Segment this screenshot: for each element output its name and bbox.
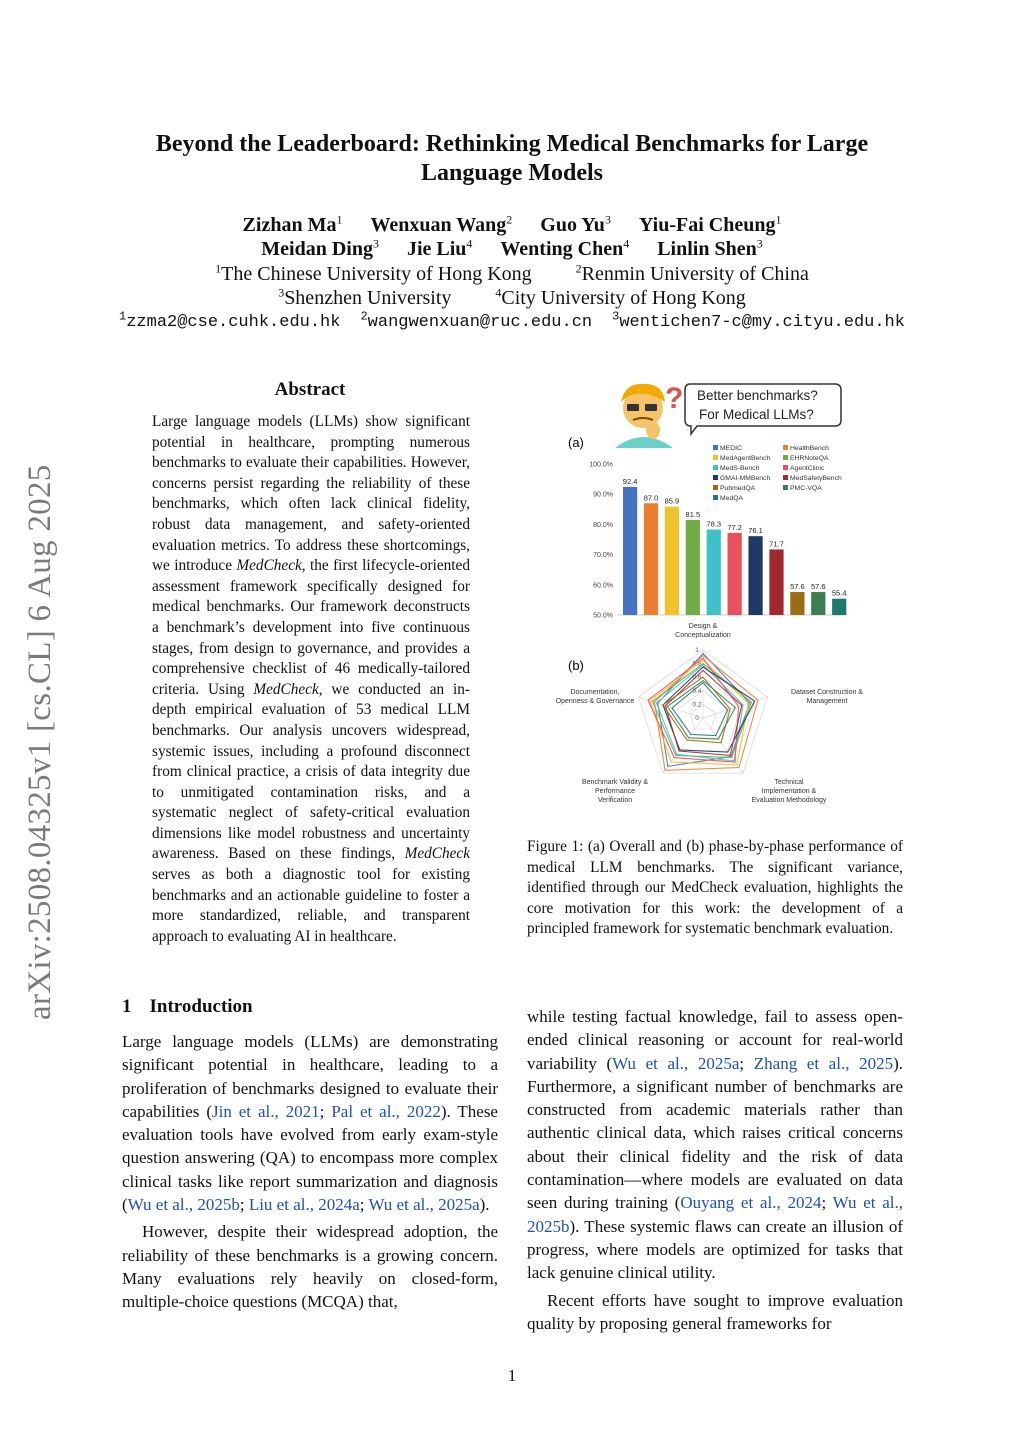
emphasis: MedCheck bbox=[236, 557, 302, 575]
superscript: 3 bbox=[756, 236, 763, 251]
radar-axis-label: Openness & Governance bbox=[555, 698, 635, 705]
author-text: Guo Yu bbox=[540, 214, 605, 236]
bar-value-label: 81.5 bbox=[685, 509, 701, 519]
email-text: zzma2@cse.cuhk.edu.hk bbox=[126, 313, 341, 332]
text-run: ; bbox=[239, 1195, 249, 1215]
bar-PMC-VQA bbox=[811, 592, 825, 615]
panel-a-label: (a) bbox=[568, 435, 584, 450]
legend-entry: HealthBench bbox=[790, 445, 829, 452]
affiliation bbox=[278, 287, 451, 309]
bar-HealthBench bbox=[644, 503, 658, 615]
citation-link[interactable]: Zhang et al., 2025 bbox=[753, 1053, 894, 1073]
y-tick-label: 100.0% bbox=[589, 461, 613, 469]
text-run: However, despite their widespread adoption, the reliability of these benchmarks is a growing concern. Many evaluations rely heavily on closed-form, multiple-choice questions (MCQA) that, bbox=[122, 1222, 498, 1312]
bar-value-label: 76.1 bbox=[748, 526, 763, 536]
radar-axis-label: Dataset Construction & bbox=[791, 689, 863, 696]
bar-MEDIC bbox=[623, 487, 637, 615]
emphasis: MedCheck bbox=[253, 680, 319, 698]
section-number: 1 bbox=[122, 996, 132, 1017]
legend-entry: GMAI-MMBench bbox=[720, 475, 771, 482]
emphasis: MedCheck bbox=[404, 845, 470, 863]
bar-MedSafetyBench bbox=[769, 549, 783, 615]
radar-scale-label: 0.8 bbox=[692, 660, 702, 668]
affiliation bbox=[215, 263, 532, 285]
authors-row-2 bbox=[80, 237, 944, 261]
author bbox=[540, 214, 611, 236]
citation-link[interactable]: Wu et al., 2025b bbox=[527, 1193, 904, 1236]
legend-swatch bbox=[783, 475, 788, 480]
figure-1 bbox=[555, 378, 885, 808]
email-text: wentichen7-c@my.cityu.edu.hk bbox=[619, 313, 905, 332]
legend-swatch bbox=[783, 465, 788, 470]
author bbox=[500, 238, 629, 260]
bar-value-label: 92.4 bbox=[622, 476, 638, 486]
citation-link[interactable]: Ouyang et al., 2024 bbox=[680, 1193, 822, 1213]
legend-entry: PubmedQA bbox=[720, 485, 756, 492]
citation-link[interactable]: Jin et al., 2021 bbox=[212, 1101, 320, 1121]
authors-row-1 bbox=[80, 213, 944, 237]
text-run: while testing factual knowledge, fail to assess open-ended clinical reasoning or account for real-world variability ( bbox=[527, 1007, 903, 1073]
introduction-heading bbox=[122, 996, 253, 1018]
radar-axis-label: Performance bbox=[594, 788, 636, 795]
radar-axis-label: Conceptualization bbox=[675, 632, 731, 639]
citation-link[interactable]: Wu et al., 2025b bbox=[127, 1195, 240, 1215]
radar-scale-label: 1 bbox=[695, 647, 699, 654]
bar-MedQA bbox=[832, 599, 846, 615]
panel-b-label: (b) bbox=[568, 658, 584, 673]
affiliation bbox=[495, 287, 745, 309]
superscript: 2 bbox=[575, 261, 582, 276]
author bbox=[407, 238, 472, 260]
right-paragraph-1 bbox=[527, 1005, 903, 1285]
author-text: Wenxuan Wang bbox=[370, 214, 507, 236]
email bbox=[612, 309, 905, 332]
text-run: ). These evaluation tools have evolved from early exam-style question answering (QA) to encompass more complex clinical tasks like report summarization and diagnosis ( bbox=[122, 1101, 498, 1215]
abstract-text bbox=[152, 412, 470, 947]
superscript: 3 bbox=[278, 285, 285, 300]
legend-entry: MedQA bbox=[720, 495, 744, 502]
author-text: Zizhan Ma bbox=[242, 214, 337, 236]
right-column-body bbox=[527, 1005, 903, 1335]
legend-swatch bbox=[713, 465, 718, 470]
email bbox=[119, 309, 341, 332]
chart-legend bbox=[713, 445, 842, 502]
superscript: 1 bbox=[215, 261, 222, 276]
bar-MedAgentBench bbox=[665, 507, 679, 615]
superscript: 3 bbox=[612, 309, 620, 324]
bar-EHRNoteQA bbox=[686, 520, 700, 615]
bar-MedS-Bench bbox=[707, 530, 721, 615]
superscript: 2 bbox=[360, 309, 368, 324]
text-run: serves as both a diagnostic tool for existing benchmarks and an actionable guideline to foster a more standardized, reliable, and transparent approach to evaluating AI in healthcare. bbox=[152, 866, 470, 945]
bar-value-label: 55.4 bbox=[831, 588, 847, 598]
bar-value-label: 77.2 bbox=[727, 522, 742, 532]
email bbox=[360, 309, 593, 332]
radar-axis-label: Design & bbox=[688, 623, 718, 630]
figure-caption: Figure 1: (a) Overall and (b) phase-by-phase performance of medical LLM benchmarks. The significant variance, identified through our MedCheck evaluation, highlights the core motivation for this work: the development of a principled framework for systematic benchmark evaluation. bbox=[527, 838, 903, 938]
radar-axis-label: Benchmark Validity & bbox=[581, 779, 649, 786]
bar-value-label: 57.6 bbox=[810, 582, 826, 592]
radar-axis-label: Evaluation Methodology bbox=[751, 797, 827, 804]
text-run: ; bbox=[359, 1195, 369, 1215]
legend-swatch bbox=[713, 475, 718, 480]
legend-entry: MedS-Bench bbox=[720, 465, 760, 472]
bar-value-label: 87.0 bbox=[643, 493, 659, 503]
affiliations-row-1 bbox=[80, 262, 944, 286]
abstract-heading: Abstract bbox=[274, 379, 346, 400]
section-title: Introduction bbox=[149, 996, 253, 1017]
legend-entry: EHRNoteQA bbox=[790, 455, 829, 462]
affiliation-text: Renmin University of China bbox=[581, 263, 809, 285]
y-tick-label: 90.0% bbox=[593, 491, 613, 499]
bar-PubmedQA bbox=[790, 592, 804, 615]
superscript: 1 bbox=[119, 309, 127, 324]
legend-entry: AgentClinic bbox=[790, 465, 825, 472]
author bbox=[657, 238, 763, 260]
citation-link[interactable]: Pal et al., 2022 bbox=[331, 1101, 441, 1121]
author-text: Linlin Shen bbox=[657, 238, 757, 260]
radar-scale-label: 0.2 bbox=[692, 701, 702, 709]
superscript: 4 bbox=[623, 236, 630, 251]
paper-title bbox=[100, 130, 924, 188]
text-run: , we conducted an in-depth empirical evaluation of 53 medical LLM benchmarks. Our analysis uncovers widespread, systemic issues, including a profound disconnect from clinical practice, a crisis of data integrity due to unmitigated contamination risks, and a systematic neglect of safety-critical evaluation dimensions like model robustness and uncertainty awareness. Based on these findings, bbox=[152, 680, 471, 863]
text-run: ; bbox=[739, 1053, 754, 1073]
affiliations-row-2 bbox=[80, 286, 944, 310]
author bbox=[261, 238, 379, 260]
text-run: ). Furthermore, a significant number of benchmarks are constructed from academic materials rather than authentic clinical data, which raises critical concerns about their clinical fidelity and the risk of data contamination—where models are evaluated on data seen during training ( bbox=[527, 1053, 903, 1213]
y-tick-label: 70.0% bbox=[593, 552, 613, 560]
radar-axis-label: Implementation & bbox=[761, 788, 817, 795]
bar-value-label: 85.9 bbox=[664, 496, 680, 506]
legend-entry: PMC-VQA bbox=[790, 485, 822, 492]
radar-axis-label: Management bbox=[806, 698, 848, 705]
email-text: wangwenxuan@ruc.edu.cn bbox=[367, 313, 593, 332]
y-tick-label: 80.0% bbox=[593, 521, 613, 529]
title-line-2: Language Models bbox=[420, 160, 603, 186]
legend-swatch bbox=[713, 495, 718, 500]
author bbox=[639, 214, 782, 236]
arxiv-identifier: arXiv:2508.04325v1 [cs.CL] 6 Aug 2025 bbox=[22, 464, 58, 1020]
text-run: , the first lifecycle-oriented assessment framework specifically designed for medical benchmarks. Our framework deconstructs a benchmark’s development into five continuous stages, from design to governance, and provides a comprehensive checklist of 46 medically-tailored criteria. Using bbox=[152, 557, 470, 698]
superscript: 4 bbox=[495, 285, 502, 300]
author-text: Yiu-Fai Cheung bbox=[638, 214, 776, 236]
text-run: ; bbox=[821, 1193, 833, 1213]
text-run: Recent efforts have sought to improve evaluation quality by proposing general frameworks for bbox=[527, 1290, 903, 1333]
y-tick-label: 60.0% bbox=[593, 582, 613, 590]
affiliation-text: Shenzhen University bbox=[284, 287, 452, 309]
text-run: ). bbox=[479, 1195, 490, 1215]
question-mark-icon: ? bbox=[665, 382, 684, 415]
legend-entry: MedAgentBench bbox=[720, 455, 771, 462]
radar-axis-label: Documentation, bbox=[570, 689, 620, 696]
author-emails bbox=[60, 309, 964, 334]
superscript: 1 bbox=[336, 212, 343, 227]
text-run: Large language models (LLMs) are demonstrating significant potential in healthcare, leading to a proliferation of benchmarks designed to evaluate their capabilities ( bbox=[122, 1032, 498, 1121]
bar-value-label: 71.7 bbox=[769, 539, 784, 549]
superscript: 3 bbox=[372, 236, 379, 251]
title-line-1: Beyond the Leaderboard: Rethinking Medical Benchmarks for Large bbox=[155, 131, 869, 157]
speech-bubble bbox=[685, 384, 841, 434]
citation-link[interactable]: Wu et al., 2025a bbox=[612, 1053, 740, 1073]
radar-axis-label: Verification bbox=[597, 797, 633, 804]
author bbox=[243, 214, 343, 236]
bar-value-label: 78.3 bbox=[706, 519, 722, 529]
text-run: ). These systemic flaws can create an illusion of progress, where models are optimized for tasks that lack genuine clinical utility. bbox=[527, 1216, 903, 1283]
intro-paragraph-1 bbox=[122, 1030, 498, 1216]
superscript: 2 bbox=[506, 212, 513, 227]
legend-swatch bbox=[783, 445, 788, 450]
superscript: 3 bbox=[604, 212, 611, 227]
radar-chart bbox=[556, 623, 864, 804]
left-column-body bbox=[122, 1030, 498, 1314]
affiliation-text: The Chinese University of Hong Kong bbox=[221, 263, 532, 285]
legend-swatch bbox=[713, 485, 718, 490]
legend-swatch bbox=[783, 455, 788, 460]
affiliation bbox=[576, 263, 809, 285]
intro-paragraph-2 bbox=[122, 1220, 498, 1313]
author-text: Wenting Chen bbox=[500, 238, 624, 260]
bar-value-label: 57.6 bbox=[790, 582, 805, 592]
bar-GMAI-MMBench bbox=[748, 536, 762, 615]
bar-AgentClinic bbox=[728, 533, 742, 615]
right-paragraph-2 bbox=[527, 1289, 903, 1336]
y-tick-label: 50.0% bbox=[593, 612, 613, 620]
legend-swatch bbox=[783, 485, 788, 490]
citation-link[interactable]: Liu et al., 2024a bbox=[248, 1195, 360, 1215]
citation-link[interactable]: Wu et al., 2025a bbox=[368, 1195, 480, 1215]
radar-scale-label: 0.6 bbox=[692, 674, 702, 682]
speech-line-1: Better benchmarks? bbox=[697, 388, 818, 403]
superscript: 1 bbox=[775, 212, 782, 227]
affiliation-text: City University of Hong Kong bbox=[501, 287, 746, 309]
legend-swatch bbox=[713, 455, 718, 460]
legend-entry: MedSafetyBench bbox=[790, 475, 842, 482]
superscript: 4 bbox=[466, 236, 473, 251]
legend-entry: MEDIC bbox=[720, 445, 742, 452]
text-run: Large language models (LLMs) show significant potential in healthcare, prompting numerous benchmarks to evaluate their capabilities. However, concerns persist regarding the reliability of these benchmarks, which often lack clinical fidelity, robust data management, and safety-oriented evaluation metrics. To address these shortcomings, we introduce bbox=[152, 413, 470, 575]
author-text: Meidan Ding bbox=[261, 238, 373, 260]
radar-scale-label: 0.4 bbox=[692, 687, 702, 695]
text-run: ; bbox=[319, 1101, 332, 1121]
page-number: 1 bbox=[507, 1366, 517, 1385]
author bbox=[370, 214, 512, 236]
radar-scale-label: 0 bbox=[695, 715, 699, 722]
radar-axis-label: Technical bbox=[774, 779, 804, 786]
legend-swatch bbox=[713, 445, 718, 450]
author-text: Jie Liu bbox=[406, 238, 467, 260]
speech-line-2: For Medical LLMs? bbox=[699, 407, 814, 422]
